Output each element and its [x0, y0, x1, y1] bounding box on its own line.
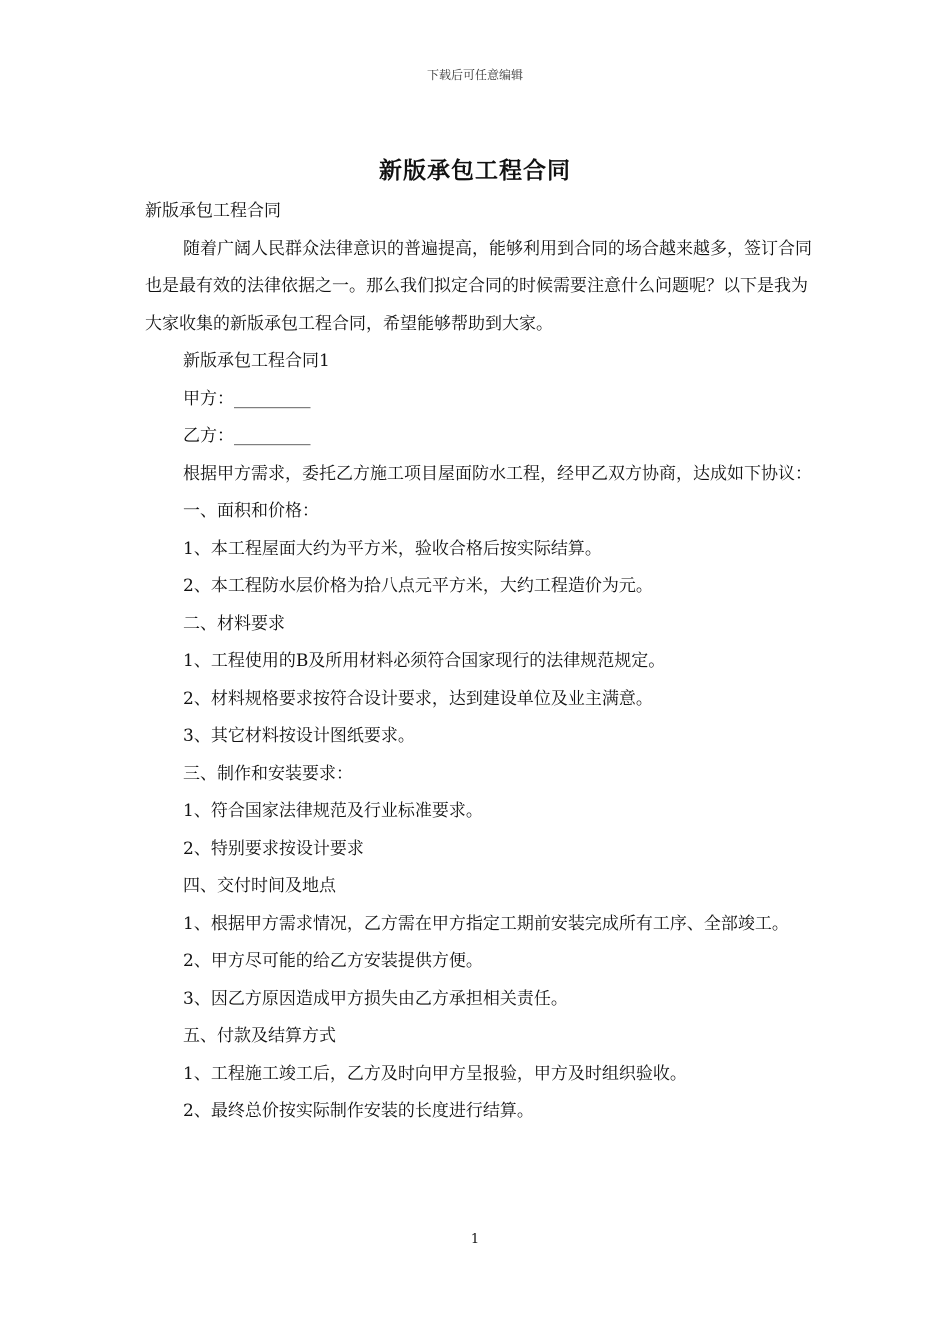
- clause: 1、符合国家法律规范及行业标准要求。: [183, 801, 483, 821]
- section-heading: 四、交付时间及地点: [183, 876, 336, 896]
- contract-heading: 新版承包工程合同1: [183, 351, 330, 371]
- document-title: 新版承包工程合同: [379, 157, 571, 184]
- section-heading: 五、付款及结算方式: [183, 1026, 336, 1046]
- intro-paragraph: 随着广阔人民群众法律意识的普遍提高，能够利用到合同的场合越来越多，签订合同也是最有效的法律依据之一。那么我们拟定合同的时候需要注意什么问题呢？以下是我为大家收集的新版承包工程合同，希望能够帮助到大家。: [145, 238, 812, 334]
- section-heading: 三、制作和安装要求：: [183, 763, 353, 784]
- section-heading: 一、面积和价格：: [183, 501, 319, 521]
- section-heading: 二、材料要求: [183, 613, 285, 634]
- clause: 1、工程使用的B及所用材料必须符合国家现行的法律规范规定。: [183, 651, 666, 671]
- clause: 1、工程施工竣工后，乙方及时向甲方呈报验，甲方及时组织验收。: [183, 1063, 687, 1084]
- party-b-line: 乙方：_________: [183, 426, 311, 446]
- clause: 2、特别要求按设计要求: [183, 838, 364, 859]
- clause: 2、本工程防水层价格为拾八点元平方米，大约工程造价为元。: [183, 576, 653, 596]
- document-body: [145, 193, 813, 1131]
- clause: 1、根据甲方需求情况，乙方需在甲方指定工期前安装完成所有工序、全部竣工。: [183, 913, 789, 934]
- clause: 2、最终总价按实际制作安装的长度进行结算。: [183, 1101, 534, 1121]
- party-a-line: 甲方：_________: [183, 388, 311, 409]
- clause: 2、材料规格要求按符合设计要求，达到建设单位及业主满意。: [183, 688, 653, 709]
- agreement-paragraph: 根据甲方需求，委托乙方施工项目屋面防水工程，经甲乙双方协商，达成如下协议：: [183, 463, 812, 484]
- header-note: 下载后可任意编辑: [426, 68, 523, 82]
- subtitle-line: 新版承包工程合同: [145, 201, 281, 221]
- clause: 2、甲方尽可能的给乙方安装提供方便。: [183, 951, 483, 971]
- clause: 3、其它材料按设计图纸要求。: [183, 726, 415, 746]
- clause: 3、因乙方原因造成甲方损失由乙方承担相关责任。: [183, 988, 568, 1009]
- clause: 1、本工程屋面大约为平方米，验收合格后按实际结算。: [183, 538, 602, 559]
- page-number: 1: [470, 1232, 480, 1247]
